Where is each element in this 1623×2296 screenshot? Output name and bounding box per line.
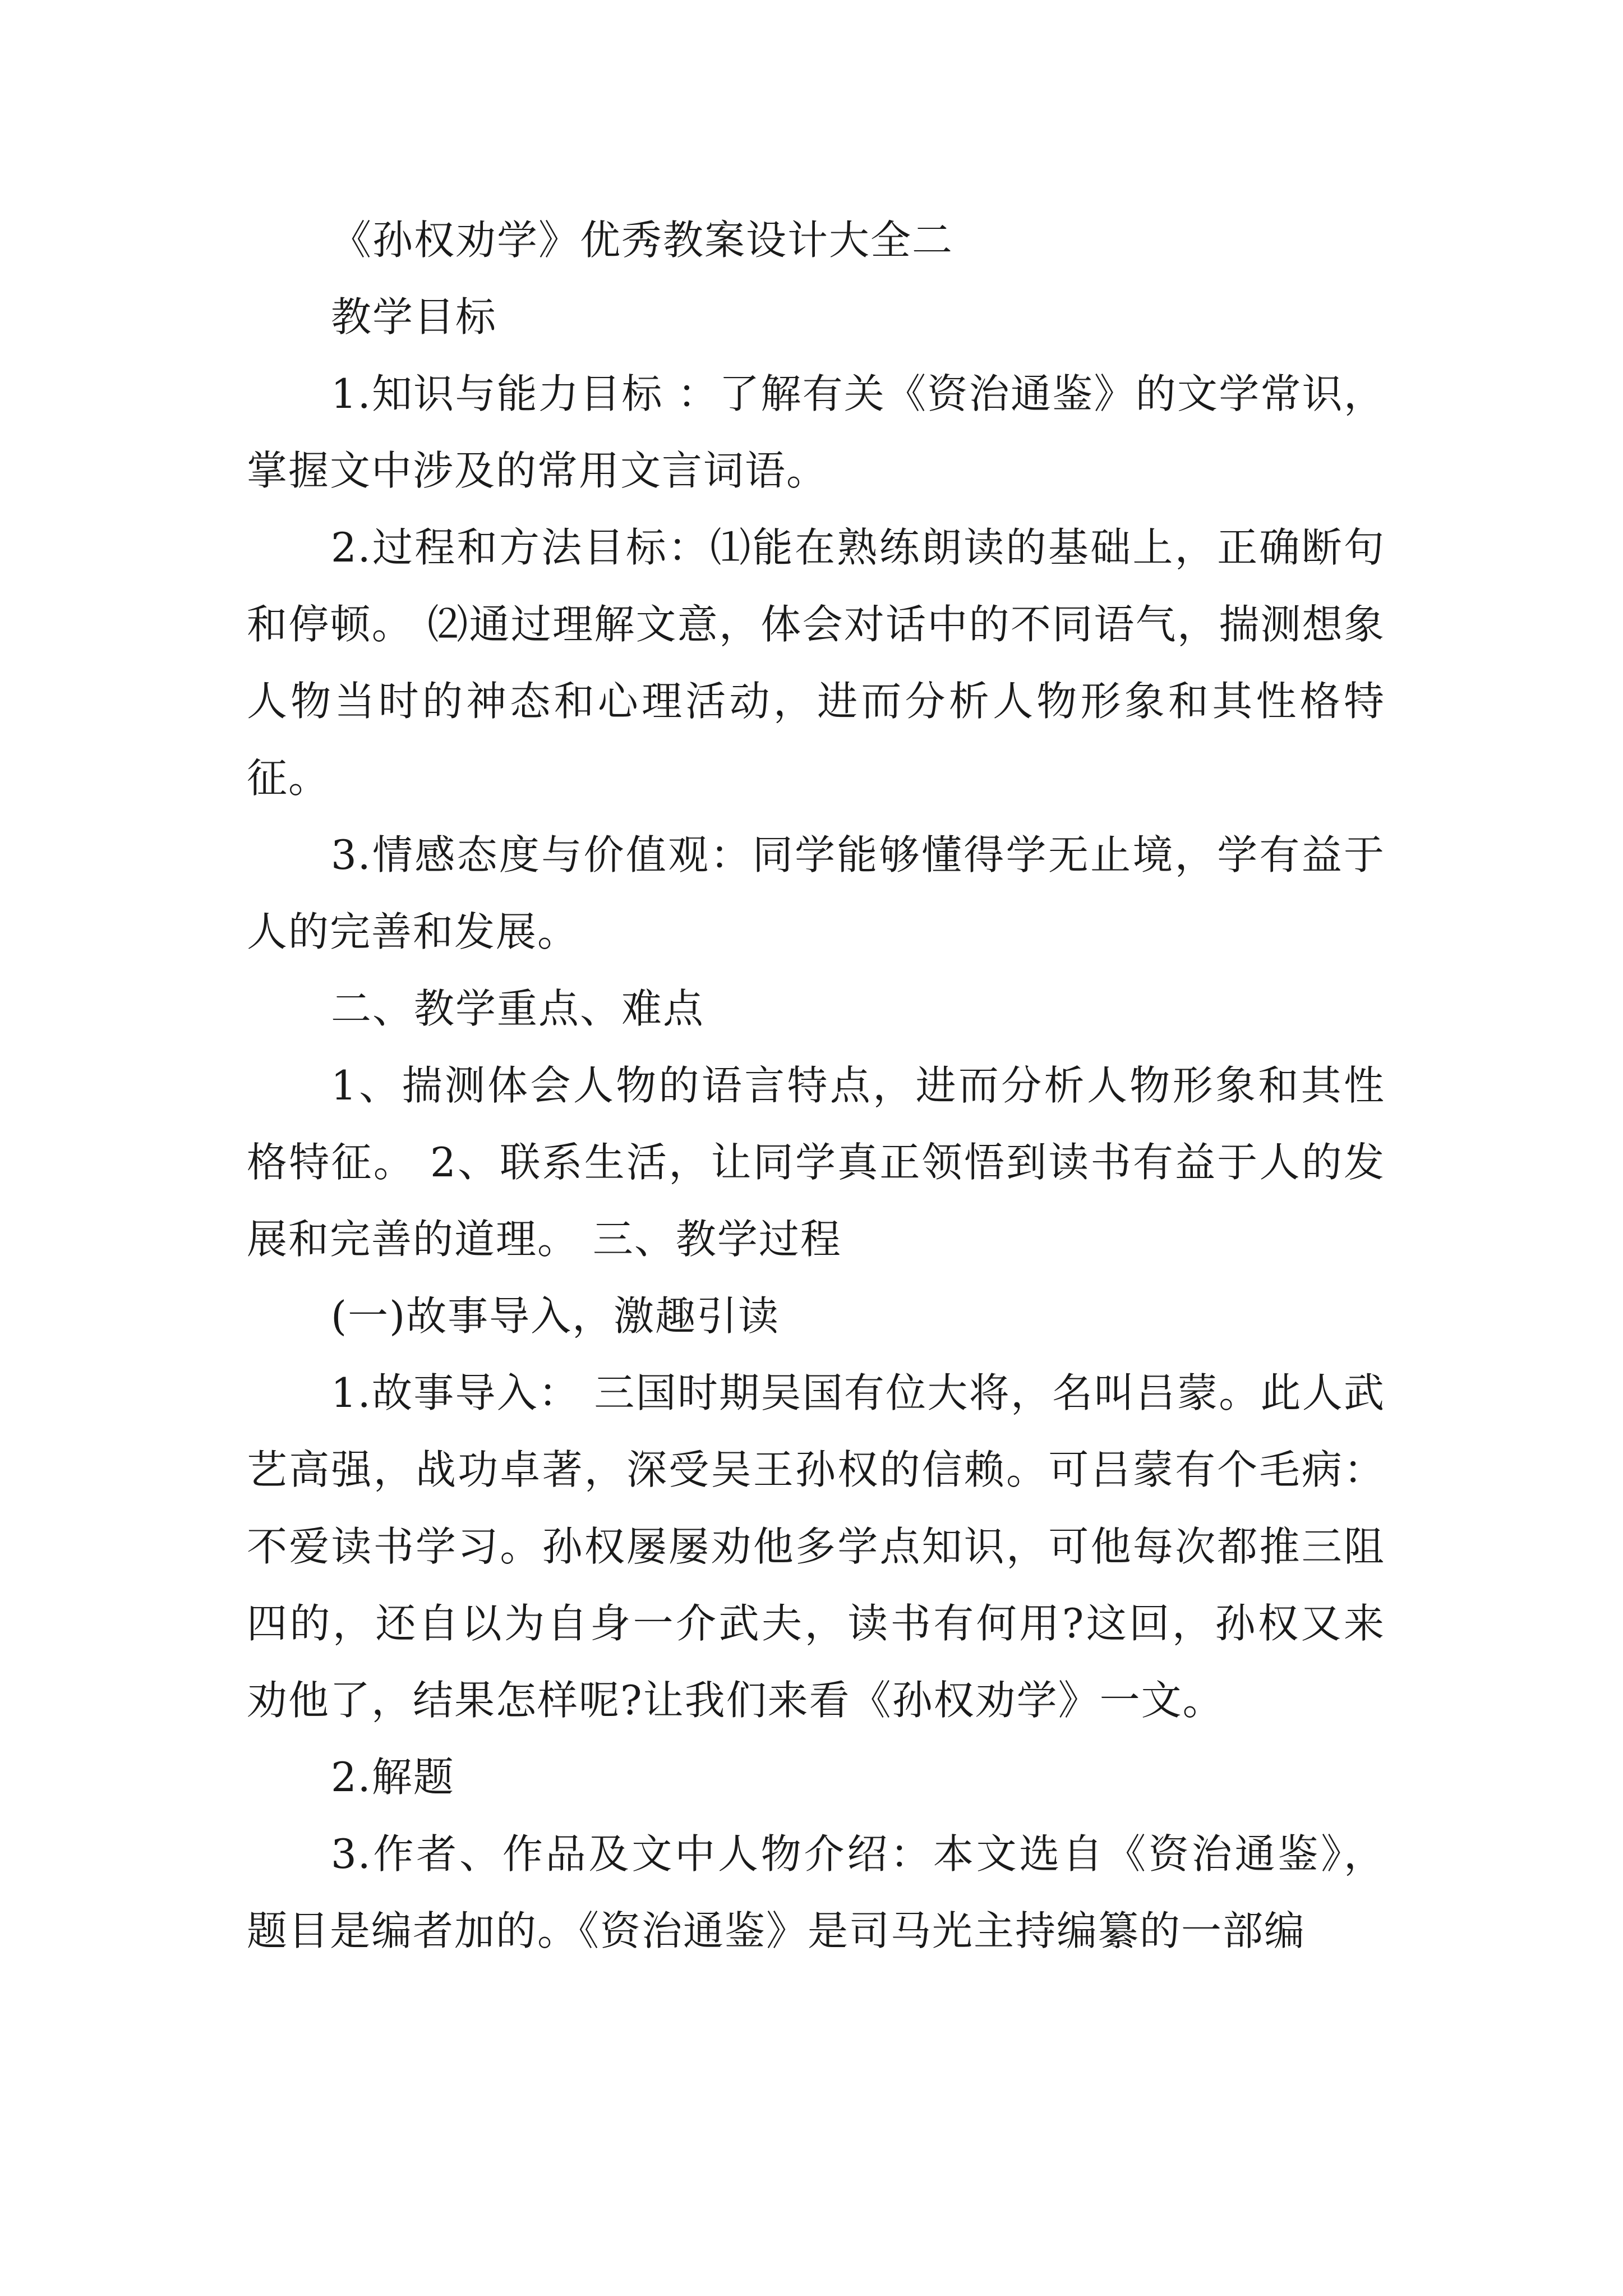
heading-key-points: 二、教学重点、难点	[331, 985, 705, 1032]
paragraph-story-intro: 1.故事导入： 三国时期吴国有位大将，名叫吕蒙。此人武艺高强，战功卓著，深受吴王孙权的信赖。可吕蒙有个毛病：不爱读书学习。孙权屡屡劝他多学点知识，可他每次都推三阻四的，还自以为自身一介武夫，读书有何用?这回，孙权又来劝他了，结果怎样呢?让我们来看《孙权劝学》一文。	[247, 1369, 1385, 1724]
document-body	[247, 202, 1385, 1970]
heading-story-intro: (一)故事导入，激趣引读	[331, 1292, 780, 1340]
paragraph-knowledge-goal: 1.知识与能力目标 ：了解有关《资治通鉴》的文学常识，掌握文中涉及的常用文言词语。	[247, 370, 1385, 494]
heading-teaching-goals: 教学目标	[331, 293, 497, 341]
document-title: 《孙权劝学》优秀教案设计大全二	[331, 217, 954, 264]
paragraph-process-goal: 2.过程和方法目标：⑴能在熟练朗读的基础上，正确断句和停顿。 ⑵通过理解文意，体会对话中的不同语气，揣测想象人物当时的神态和心理活动，进而分析人物形象和其性格特征。	[247, 524, 1385, 802]
paragraph-emotion-goal: 3.情感态度与价值观：同学能够懂得学无止境，学有益于人的完善和发展。	[247, 831, 1385, 955]
paragraph-title-explain: 2.解题	[331, 1754, 455, 1801]
paragraph-author-intro: 3.作者、作品及文中人物介绍：本文选自《资治通鉴》，题目是编者加的。《资治通鉴》是司马光主持编纂的一部编	[247, 1830, 1385, 1954]
paragraph-key-points: 1、揣测体会人物的语言特点，进而分析人物形象和其性格特征。 2、联系生活，让同学真正领悟到读书有益于人的发展和完善的道理。 三、教学过程	[247, 1062, 1385, 1263]
